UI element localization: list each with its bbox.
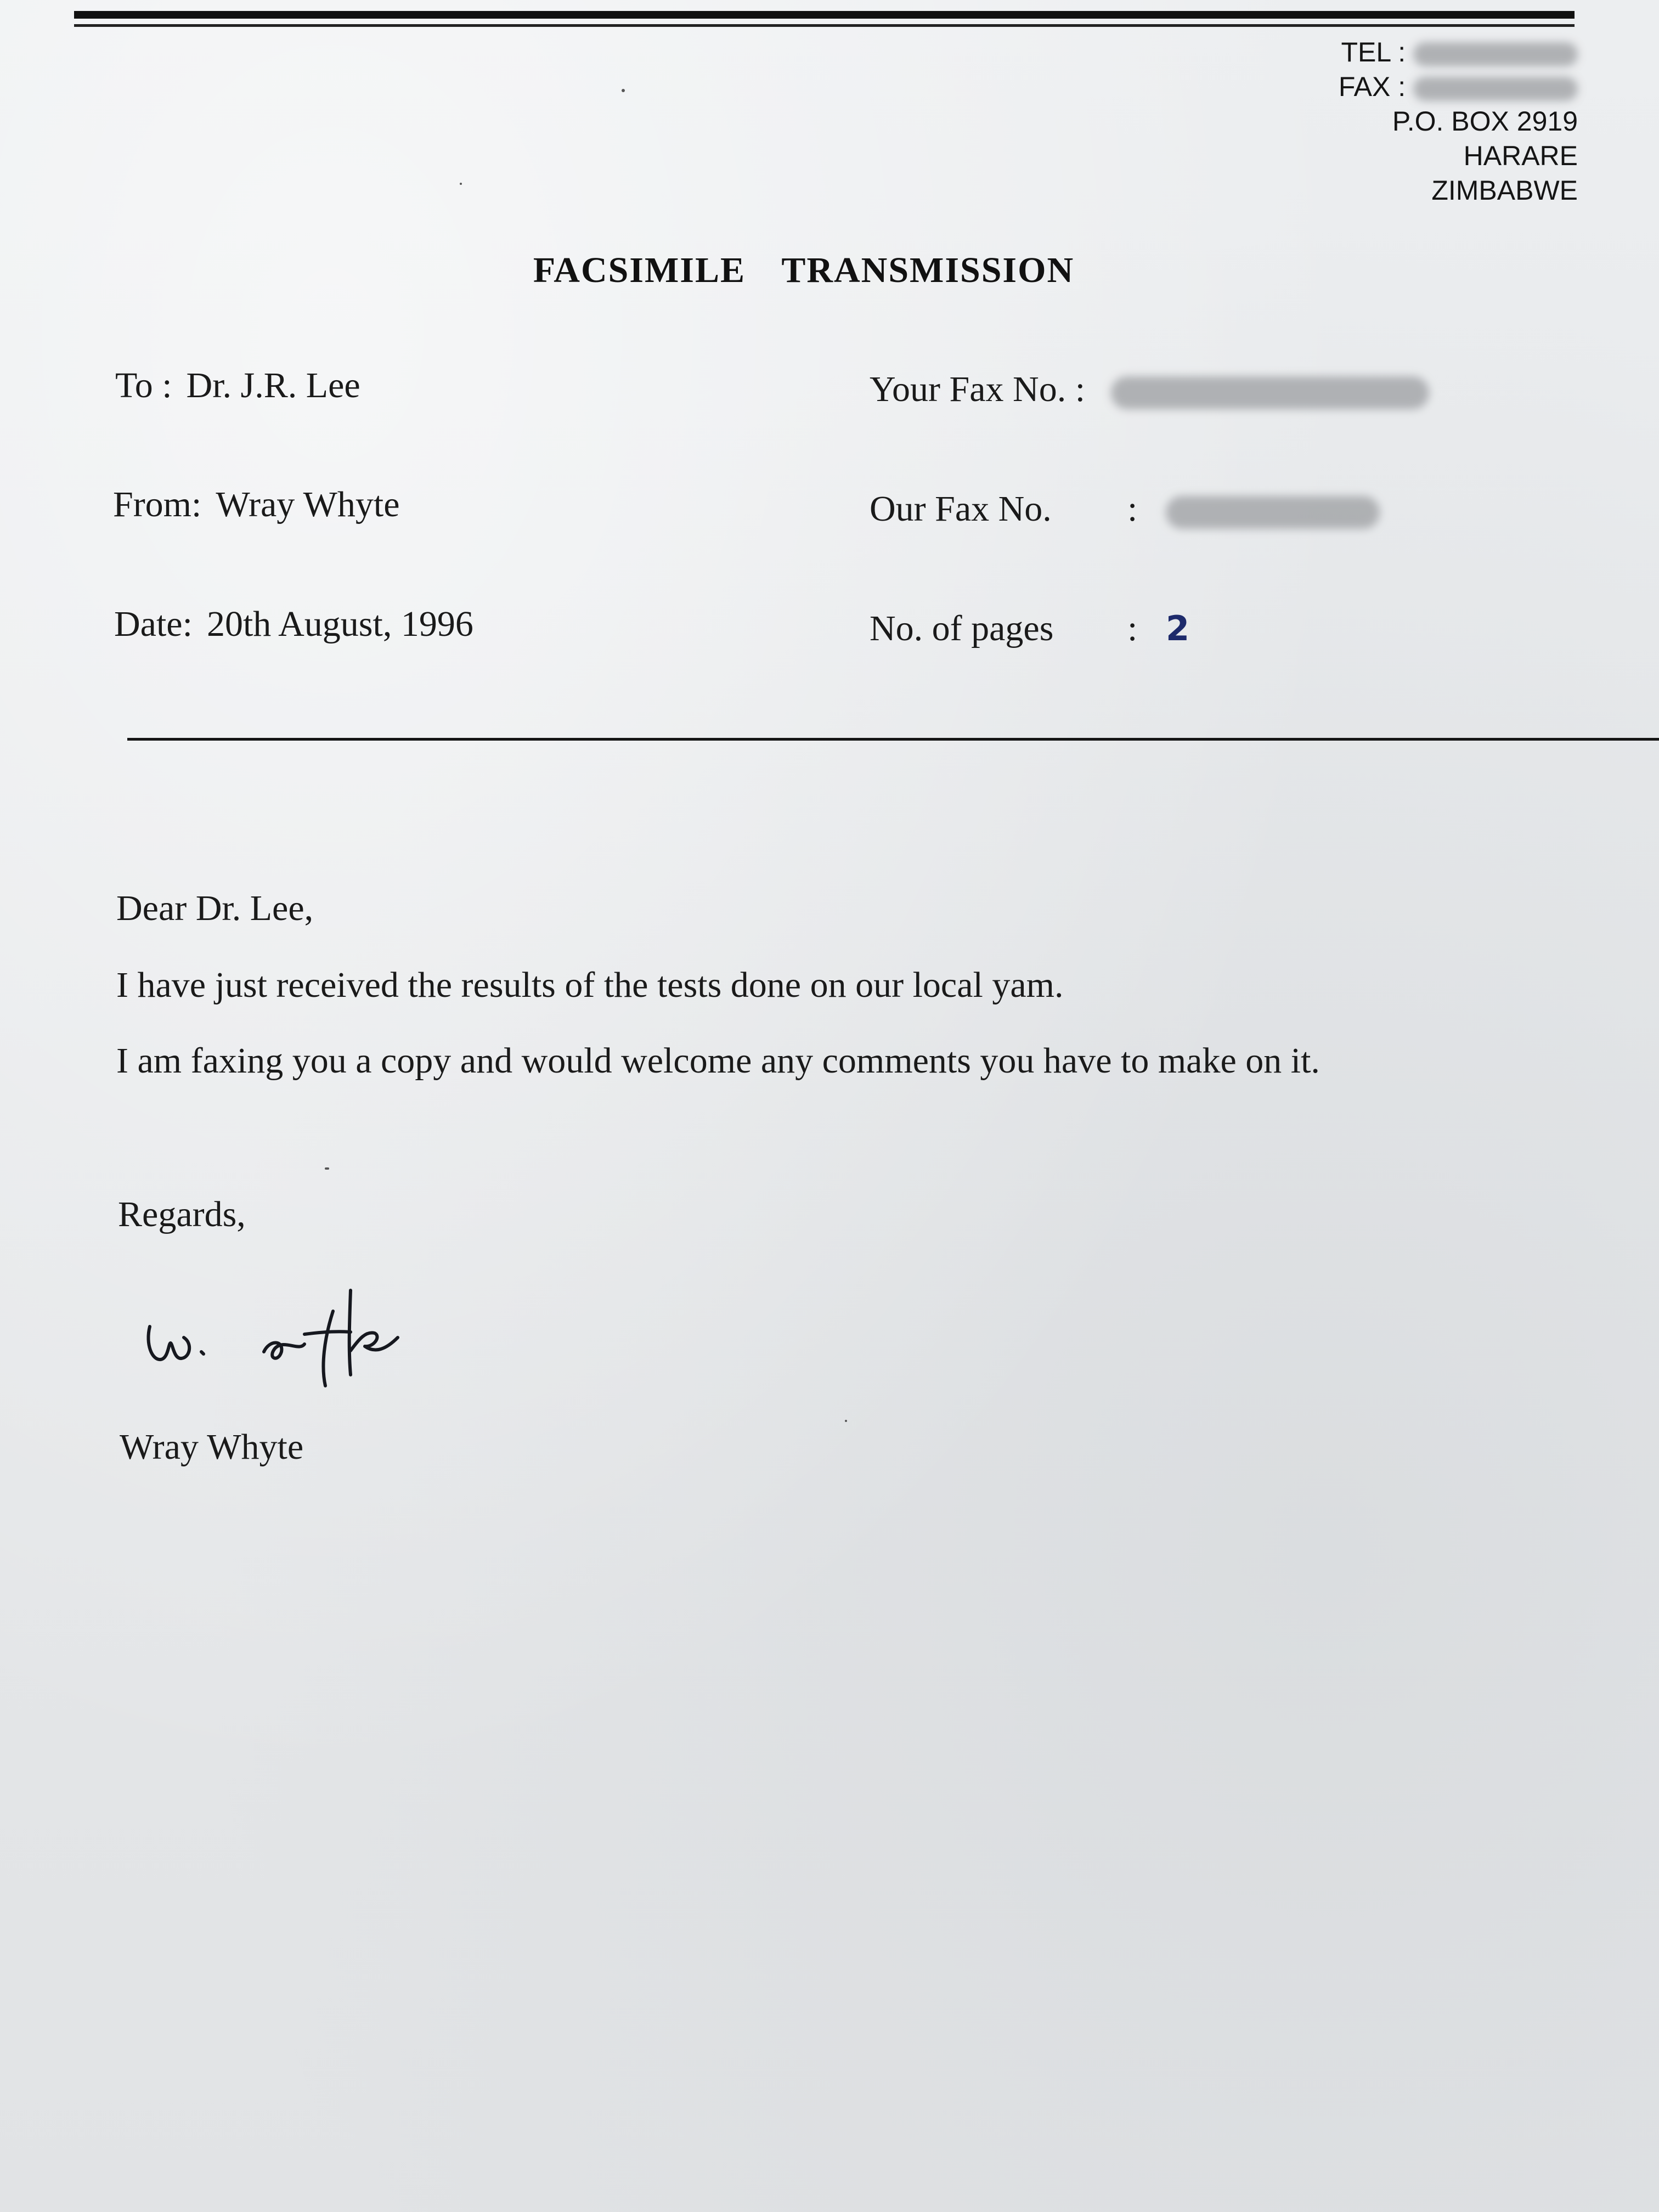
po-box: P.O. BOX 2919 bbox=[1392, 106, 1578, 137]
from-value: Wray Whyte bbox=[216, 484, 400, 524]
closing: Regards, bbox=[118, 1194, 246, 1234]
our-fax-field bbox=[870, 488, 1380, 530]
from-field bbox=[113, 484, 400, 526]
paper-speck bbox=[845, 1420, 847, 1422]
signature-name: Wray Whyte bbox=[120, 1427, 304, 1467]
paragraph-2: I am faxing you a copy and would welcome any comments you have to make on it. bbox=[116, 1041, 1320, 1081]
your-fax-label: Your Fax No. : bbox=[870, 369, 1086, 409]
letterhead bbox=[1339, 35, 1578, 208]
pages-field bbox=[870, 608, 1189, 650]
handwritten-signature bbox=[140, 1278, 447, 1399]
to-field bbox=[115, 365, 360, 407]
date-field bbox=[114, 603, 473, 645]
date-label: Date: bbox=[114, 604, 193, 644]
pages-colon: : bbox=[1127, 608, 1138, 648]
our-fax-label: Our Fax No. bbox=[870, 489, 1052, 529]
to-label: To : bbox=[115, 365, 172, 405]
from-label: From: bbox=[113, 484, 202, 524]
paper-speck bbox=[325, 1167, 329, 1170]
tel-label: TEL : bbox=[1341, 37, 1406, 67]
your-fax-field bbox=[870, 369, 1429, 410]
paper-speck bbox=[460, 183, 462, 185]
pages-value: 2 bbox=[1166, 608, 1190, 648]
pages-label: No. of pages bbox=[870, 608, 1054, 648]
fax-redaction bbox=[1413, 77, 1578, 101]
salutation: Dear Dr. Lee, bbox=[116, 888, 314, 928]
date-value: 20th August, 1996 bbox=[206, 604, 473, 644]
top-rule-thin bbox=[74, 24, 1575, 27]
fax-label: FAX : bbox=[1338, 71, 1406, 102]
paper-speck bbox=[622, 89, 625, 92]
document-title: FACSIMILE TRANSMISSION bbox=[533, 250, 1075, 290]
to-value: Dr. J.R. Lee bbox=[186, 365, 360, 405]
tel-redaction bbox=[1413, 42, 1578, 66]
country: ZIMBABWE bbox=[1431, 175, 1578, 206]
our-fax-redaction bbox=[1166, 496, 1380, 529]
letterhead-fax-row bbox=[1339, 70, 1578, 104]
paragraph-1: I have just received the results of the tests done on our local yam. bbox=[116, 965, 1064, 1005]
your-fax-redaction bbox=[1111, 376, 1429, 409]
letterhead-tel-row bbox=[1339, 35, 1578, 70]
our-fax-colon: : bbox=[1127, 489, 1138, 529]
city: HARARE bbox=[1463, 140, 1578, 171]
top-rule bbox=[74, 11, 1575, 19]
header-divider bbox=[127, 738, 1659, 741]
